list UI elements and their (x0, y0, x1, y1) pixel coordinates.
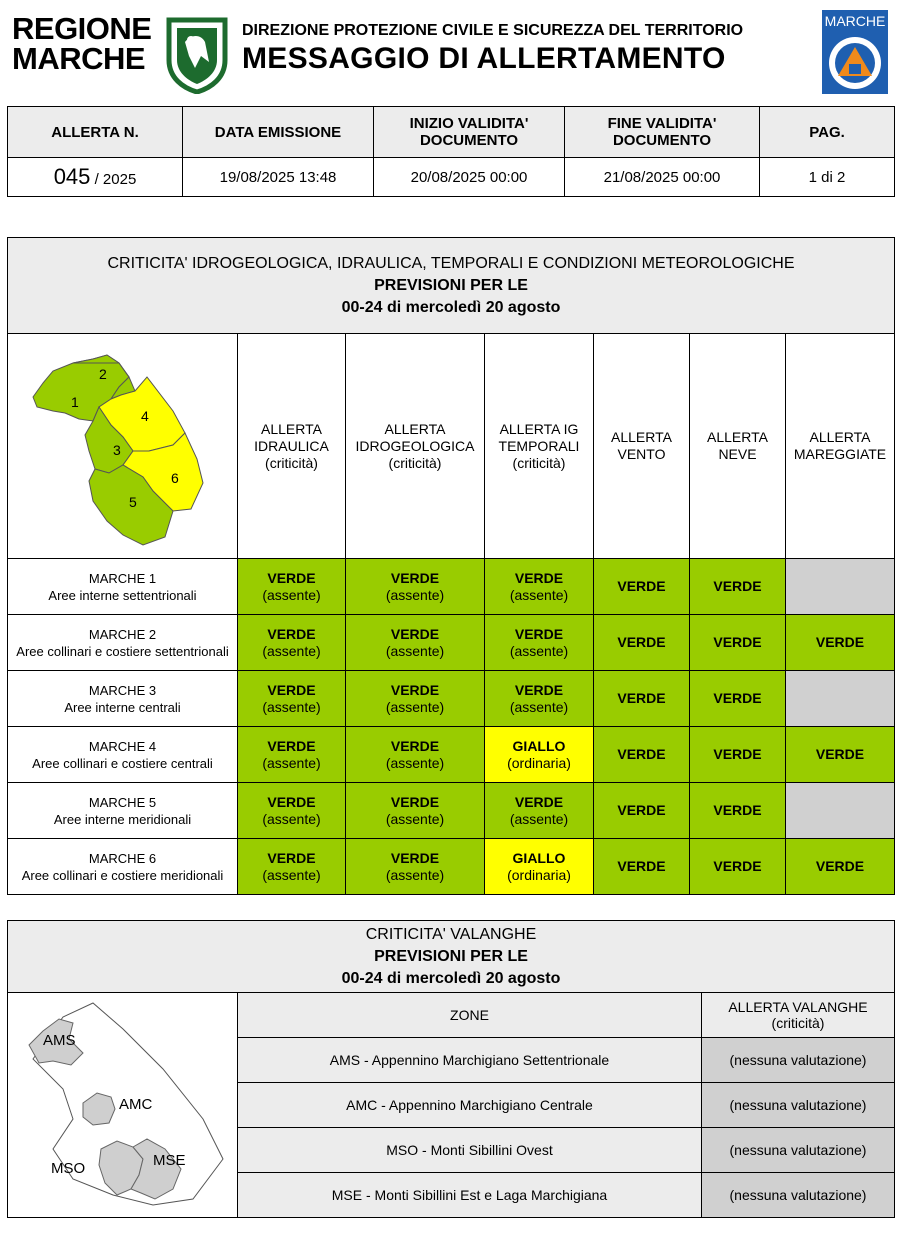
alert-level: VERDE (713, 802, 762, 818)
map-label-mse: MSE (152, 1152, 186, 1169)
alert-level-cell (485, 727, 594, 783)
alert-level-cell (238, 615, 346, 671)
alert-level: VERDE (390, 569, 440, 586)
alert-severity: (assente) (385, 642, 445, 659)
alert-level-cell (786, 727, 895, 783)
alert-level-cell (594, 671, 690, 727)
map-label-6: 6 (170, 470, 179, 486)
column-header-idraulica: ALLERTA IDRAULICA (criticità) (238, 334, 346, 559)
criticita-table (7, 237, 895, 895)
header-validity-start: INIZIO VALIDITA' DOCUMENTO (374, 107, 565, 158)
alert-severity: (assente) (262, 754, 321, 771)
alert-level: VERDE (267, 849, 316, 866)
zone-cell (8, 783, 238, 839)
alert-level-cell (594, 727, 690, 783)
criticita-row (8, 839, 895, 895)
alert-level: VERDE (390, 681, 440, 698)
column-header-vento: ALLERTA VENTO (594, 334, 690, 559)
alert-level: VERDE (815, 858, 865, 874)
alert-severity: (assente) (262, 698, 321, 715)
zone-name: MARCHE 5 (88, 794, 157, 810)
map-label-amc: AMC (118, 1096, 152, 1113)
alert-severity: (assente) (509, 810, 569, 827)
valanghe-zones-map (8, 993, 238, 1218)
alert-level-cell (594, 839, 690, 895)
alert-level: VERDE (617, 634, 666, 650)
zone-cell (8, 671, 238, 727)
map-label-2: 2 (98, 366, 107, 382)
zone-description: Aree interne settentrionali (48, 587, 197, 603)
alert-level-cell (786, 783, 895, 839)
emission-date: 19/08/2025 13:48 (183, 158, 374, 197)
validity-start: 20/08/2025 00:00 (374, 158, 565, 197)
alert-severity: (assente) (262, 642, 321, 659)
alert-level-cell (786, 559, 895, 615)
valanghe-title: CRITICITA' VALANGHE (365, 925, 537, 943)
zone-description: Aree interne centrali (64, 699, 181, 715)
alert-level: VERDE (390, 849, 440, 866)
marche-map-icon (23, 341, 223, 551)
alert-level-cell (594, 615, 690, 671)
alert-level-cell (786, 671, 895, 727)
alert-level: VERDE (514, 569, 564, 586)
marche-zones-map (8, 334, 238, 559)
alert-level-cell (238, 839, 346, 895)
alert-level-cell (690, 839, 786, 895)
zone-name: MARCHE 1 (88, 570, 157, 586)
alert-level-cell (485, 671, 594, 727)
alert-level: VERDE (267, 625, 316, 642)
alert-severity: (assente) (262, 586, 321, 603)
alert-level: VERDE (713, 858, 762, 874)
zone-name: MARCHE 2 (88, 626, 157, 642)
zone-description: Aree collinari e costiere meridionali (21, 867, 224, 883)
protezione-civile-logo-text: MARCHE (822, 10, 888, 32)
alert-level-cell (238, 783, 346, 839)
alert-level: VERDE (617, 858, 666, 874)
protezione-civile-emblem-icon (822, 32, 888, 94)
alert-level: VERDE (514, 625, 564, 642)
alert-level-cell (238, 671, 346, 727)
criticita-title: CRITICITA' IDROGEOLOGICA, IDRAULICA, TEMPORALI E CONDIZIONI METEOROLOGICHE (107, 254, 795, 272)
zone-cell (8, 839, 238, 895)
valanghe-zone-value: (nessuna valutazione) (702, 1128, 895, 1173)
valanghe-title-block (8, 921, 895, 993)
valanghe-zone-name: MSE - Monti Sibillini Est e Laga Marchigiana (238, 1173, 702, 1218)
alert-severity: (assente) (509, 642, 569, 659)
alert-level: VERDE (713, 578, 762, 594)
alert-level: VERDE (617, 802, 666, 818)
column-header-idrogeologica: ALLERTA IDROGEOLOGICA (criticità) (346, 334, 485, 559)
column-header-temporali: ALLERTA IG TEMPORALI (criticità) (485, 334, 594, 559)
alert-level: VERDE (617, 746, 666, 762)
header-subtitle: DIREZIONE PROTEZIONE CIVILE E SICUREZZA DEL TERRITORIO (242, 22, 744, 39)
column-header-mareggiate: ALLERTA MAREGGIATE (786, 334, 895, 559)
alert-level: VERDE (713, 634, 762, 650)
logo-line1: REGIONE (12, 11, 152, 46)
page-number: 1 di 2 (760, 158, 895, 197)
criticita-subtitle: PREVISIONI PER LE (374, 276, 528, 294)
alert-level-cell (485, 615, 594, 671)
alert-level: VERDE (390, 625, 440, 642)
alert-level-cell (346, 671, 485, 727)
alert-level-cell (346, 727, 485, 783)
valanghe-zone-value: (nessuna valutazione) (702, 1173, 895, 1218)
criticita-row (8, 615, 895, 671)
alert-level: VERDE (713, 690, 762, 706)
zone-cell (8, 727, 238, 783)
alert-level: VERDE (713, 746, 762, 762)
valanghe-zone-value: (nessuna valutazione) (702, 1083, 895, 1128)
alert-level-cell (594, 783, 690, 839)
zone-description: Aree collinari e costiere centrali (32, 755, 213, 771)
zone-cell (8, 615, 238, 671)
alert-level-cell (786, 839, 895, 895)
valanghe-zone-value: (nessuna valutazione) (702, 1038, 895, 1083)
header-page: PAG. (760, 107, 895, 158)
zone-cell (8, 559, 238, 615)
valanghe-alert-header: ALLERTA VALANGHE (criticità) (702, 993, 895, 1038)
criticita-title-block (8, 238, 895, 334)
alert-level-cell (690, 615, 786, 671)
alert-level: VERDE (390, 793, 440, 810)
criticita-row (8, 727, 895, 783)
alert-severity: (assente) (385, 586, 445, 603)
alert-level: VERDE (267, 737, 316, 754)
zone-name: MARCHE 6 (88, 850, 157, 866)
alert-level-cell (238, 559, 346, 615)
alert-level: GIALLO (512, 737, 566, 754)
alert-level: VERDE (514, 681, 564, 698)
alert-severity: (ordinaria) (507, 866, 571, 883)
alert-severity: (assente) (509, 698, 569, 715)
criticita-row (8, 559, 895, 615)
valanghe-zone-name: AMS - Appennino Marchigiano Settentrionale (238, 1038, 702, 1083)
alert-level-cell (346, 839, 485, 895)
map-label-4: 4 (140, 408, 149, 424)
map-label-3: 3 (112, 442, 121, 458)
alert-level-cell (786, 615, 895, 671)
alert-severity: (assente) (385, 866, 445, 883)
zone-description: Aree collinari e costiere settentrionali (16, 643, 229, 659)
valanghe-zone-name: MSO - Monti Sibillini Ovest (238, 1128, 702, 1173)
logo-line2: MARCHE (12, 41, 146, 76)
zone-name: MARCHE 4 (88, 738, 157, 754)
alert-level: VERDE (815, 634, 865, 650)
alert-level-cell (594, 559, 690, 615)
alert-severity: (assente) (262, 810, 321, 827)
regione-marche-logo (12, 11, 152, 76)
map-label-mso: MSO (50, 1160, 85, 1177)
valanghe-map-icon (13, 999, 233, 1211)
validity-end: 21/08/2025 00:00 (565, 158, 760, 197)
alert-level-cell (690, 671, 786, 727)
alert-severity: (ordinaria) (507, 754, 571, 771)
regione-marche-crest-icon (165, 16, 229, 94)
page-title: MESSAGGIO DI ALLERTAMENTO (242, 42, 726, 75)
column-header-neve: ALLERTA NEVE (690, 334, 786, 559)
document-info-table (7, 106, 895, 197)
valanghe-subtitle: PREVISIONI PER LE (374, 947, 528, 965)
valanghe-period: 00-24 di mercoledì 20 agosto (341, 969, 561, 987)
map-label-5: 5 (128, 494, 137, 510)
alert-level: VERDE (267, 793, 316, 810)
valanghe-table (7, 920, 895, 1218)
alert-level-cell (690, 727, 786, 783)
protezione-civile-logo (822, 10, 888, 94)
valanghe-zone-name: AMC - Appennino Marchigiano Centrale (238, 1083, 702, 1128)
alert-severity: (assente) (262, 866, 321, 883)
alert-level-cell (346, 559, 485, 615)
map-label-1: 1 (70, 394, 79, 410)
alert-severity: (assente) (385, 698, 445, 715)
alert-severity: (assente) (385, 810, 445, 827)
header-validity-end: FINE VALIDITA' DOCUMENTO (565, 107, 760, 158)
zone-name: MARCHE 3 (88, 682, 157, 698)
alert-level-cell (346, 615, 485, 671)
alert-level: VERDE (390, 737, 440, 754)
alert-level-cell (485, 839, 594, 895)
criticita-row (8, 783, 895, 839)
alert-level: VERDE (617, 690, 666, 706)
alert-level: VERDE (815, 746, 865, 762)
header-emission-date: DATA EMISSIONE (183, 107, 374, 158)
alert-level: VERDE (514, 793, 564, 810)
criticita-period: 00-24 di mercoledì 20 agosto (341, 298, 561, 316)
alert-number: 045 / 2025 (8, 158, 183, 197)
alert-level-cell (485, 559, 594, 615)
map-label-ams: AMS (42, 1032, 76, 1049)
alert-severity: (assente) (385, 754, 445, 771)
valanghe-zone-header: ZONE (238, 993, 702, 1038)
zone-description: Aree interne meridionali (53, 811, 192, 827)
header-alert-number: ALLERTA N. (8, 107, 183, 158)
alert-level-cell (690, 559, 786, 615)
alert-level: GIALLO (512, 849, 566, 866)
alert-level: VERDE (267, 569, 316, 586)
alert-level-cell (238, 727, 346, 783)
alert-level: VERDE (267, 681, 316, 698)
alert-level-cell (690, 783, 786, 839)
alert-severity: (assente) (509, 586, 569, 603)
alert-level: VERDE (617, 578, 666, 594)
criticita-row (8, 671, 895, 727)
alert-level-cell (485, 783, 594, 839)
alert-level-cell (346, 783, 485, 839)
